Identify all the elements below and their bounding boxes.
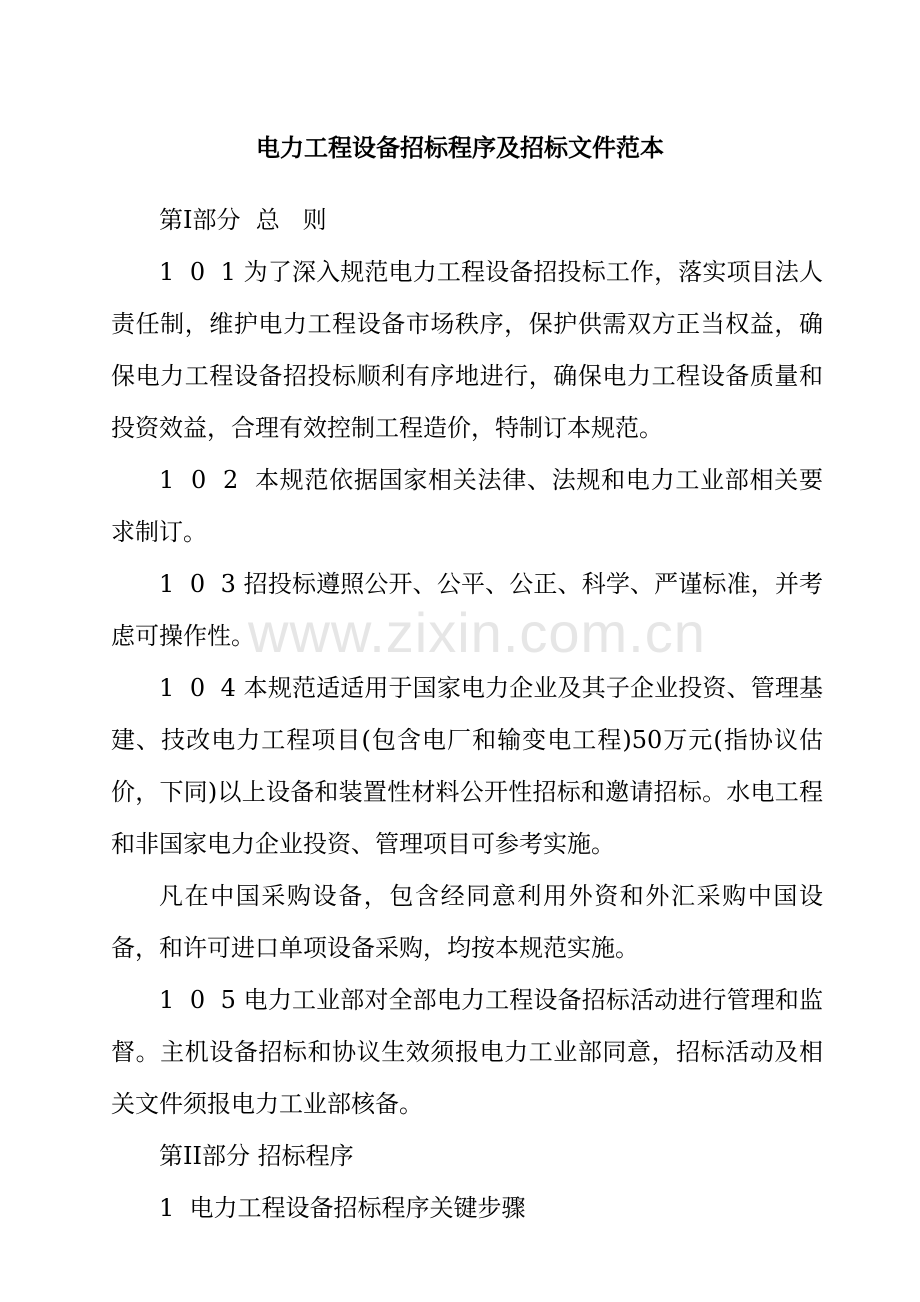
part-one-heading: 第Ⅰ部分 总 则 bbox=[159, 206, 327, 234]
clause-1-0-4: 1 0 4 本规范适适用于国家电力企业及其子企业投资、管理基建、技改电力工程项目(包含电厂和输变电工程)50万元(指协议估价，下同)以上设备和装置性材料公开性招标和邀请招标。水电工程和非国家电力企业投资、管理项目可参考实施。 bbox=[111, 674, 823, 858]
part-two-heading: 第II部分 招标程序 bbox=[159, 1142, 354, 1170]
document-title: 电力工程设备招标程序及招标文件范本 bbox=[256, 133, 664, 162]
watermark: www.zixin.com.cn bbox=[248, 601, 706, 664]
clause-1-0-5: 1 0 5 电力工业部对全部电力工程设备招标活动进行管理和监督。主机设备招标和协议生效须报电力工业部同意，招标活动及相关文件须报电力工业部核备。 bbox=[111, 986, 823, 1118]
section-1-heading: 1 电力工程设备招标程序关键步骤 bbox=[159, 1194, 526, 1222]
clause-1-0-2: 1 0 2 本规范依据国家相关法律、法规和电力工业部相关要求制订。 bbox=[111, 466, 823, 546]
clause-1-0-3: 1 0 3 招投标遵照公开、公平、公正、科学、严谨标准，并考虑可操作性。 bbox=[111, 570, 823, 650]
document-body bbox=[111, 194, 823, 1234]
clause-1-0-4-supplement: 凡在中国采购设备，包含经同意利用外资和外汇采购中国设备，和许可进口单项设备采购，均按本规范实施。 bbox=[111, 882, 823, 962]
clause-1-0-1: 1 0 1 为了深入规范电力工程设备招投标工作，落实项目法人责任制，维护电力工程设备市场秩序，保护供需双方正当权益，确保电力工程设备招投标顺利有序地进行，确保电力工程设备质量和投资效益，合理有效控制工程造价，特制订本规范。 bbox=[111, 258, 823, 442]
